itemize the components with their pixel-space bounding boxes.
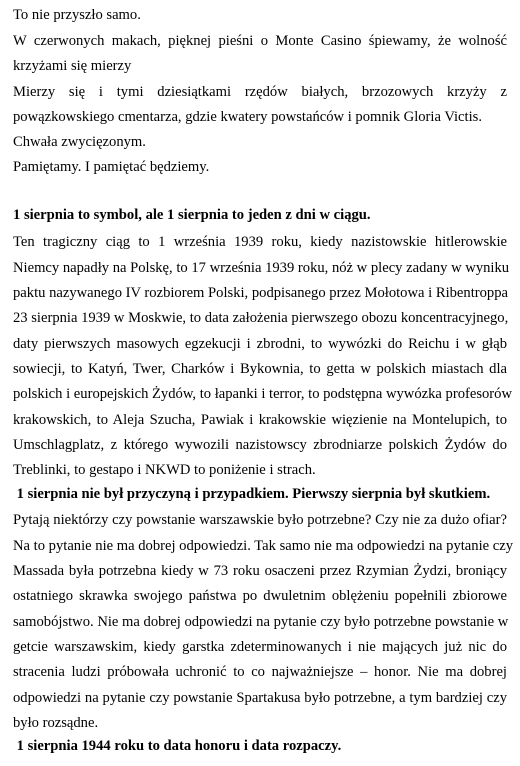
paragraph-line: Na to pytanie nie ma dobrej odpowiedzi. Tak samo nie ma odpowiedzi na pytanie czy	[13, 538, 514, 554]
paragraph-line: było rozsądne.	[13, 715, 99, 731]
paragraph-line: stracenia ludzi próbowała uchronić to co najważniejsze – honor. Nie ma dobrej	[13, 664, 507, 680]
intro-line: Mierzy się i tymi dziesiątkami rzędów białych, brzozowych krzyży z	[13, 84, 507, 100]
intro-line: W czerwonych makach, pięknej pieśni o Monte Casino śpiewamy, że wolność	[13, 33, 507, 49]
paragraph-line: Massada była potrzebna kiedy w 73 roku osaczeni przez Rzymian Żydzi, broniący	[13, 563, 507, 579]
paragraph-line: Pytają niektórzy czy powstanie warszawskie było potrzebne? Czy nie za dużo ofiar?	[13, 512, 507, 528]
paragraph-line: Treblinki, to gestapo i NKWD to poniżenie i strach.	[13, 462, 316, 478]
paragraph-line: paktu nazywanego IV rozbiorem Polski, podpisanego przez Mołotowa i Ribentroppa	[13, 285, 508, 301]
intro-line: Pamiętamy. I pamiętać będziemy.	[13, 159, 210, 175]
paragraph-line: daty pierwszych masowych egzekucji i zbrodni, to wywózki do Reichu i w głąb	[13, 336, 507, 352]
section-heading: 1 sierpnia nie był przyczyną i przypadkiem. Pierwszy sierpnia był skutkiem.	[13, 486, 491, 502]
intro-line: krzyżami się mierzy	[13, 58, 132, 74]
paragraph-line: Umschlagplatz, z którego wywozili nazistowscy zbrodniarze polskich Żydów do	[13, 437, 507, 453]
intro-line: powązkowskiego cmentarza, gdzie kwatery powstańców i pomnik Gloria Victis.	[13, 109, 482, 125]
paragraph-line: 23 sierpnia 1939 w Moskwie, to data założenia pierwszego obozu koncentracyjnego,	[13, 310, 509, 326]
section-heading: 1 sierpnia 1944 roku to data honoru i data rozpaczy.	[13, 738, 342, 754]
paragraph-line: polskich i europejskich Żydów, to łapanki i terror, to podstępna wywózka profesorów	[13, 386, 512, 402]
paragraph-line: sowiecji, to Katyń, Twer, Charków i Bykownia, to getta w polskich miastach dla	[13, 361, 507, 377]
paragraph-line: samobójstwo. Nie ma dobrej odpowiedzi na pytanie czy było potrzebne powstanie w	[13, 614, 509, 630]
paragraph-line: ostatniego skrawka swojego państwa po dwuletnim oblężeniu popełnili zbiorowe	[13, 588, 507, 604]
paragraph-line: odpowiedzi na pytanie czy powstanie Spartakusa było potrzebne, a tym bardziej czy	[13, 690, 507, 706]
paragraph-line: Ten tragiczny ciąg to 1 września 1939 roku, kiedy nazistowskie hitlerowskie	[13, 234, 507, 250]
paragraph-line: getcie warszawskim, kiedy garstka zdeterminowanych i nie mających już nic do	[13, 639, 507, 655]
intro-line: Chwała zwycięzonym.	[13, 134, 146, 150]
intro-line: To nie przyszło samo.	[13, 7, 141, 23]
section-heading: 1 sierpnia to symbol, ale 1 sierpnia to jeden z dni w ciągu.	[13, 207, 371, 223]
paragraph-line: Niemcy napadły na Polskę, to 17 września 1939 roku, nóż w plecy zadany w wyniku	[13, 260, 510, 276]
paragraph-line: krakowskich, to Aleja Szucha, Pawiak i krakowskie więzienie na Montelupich, to	[13, 412, 507, 428]
